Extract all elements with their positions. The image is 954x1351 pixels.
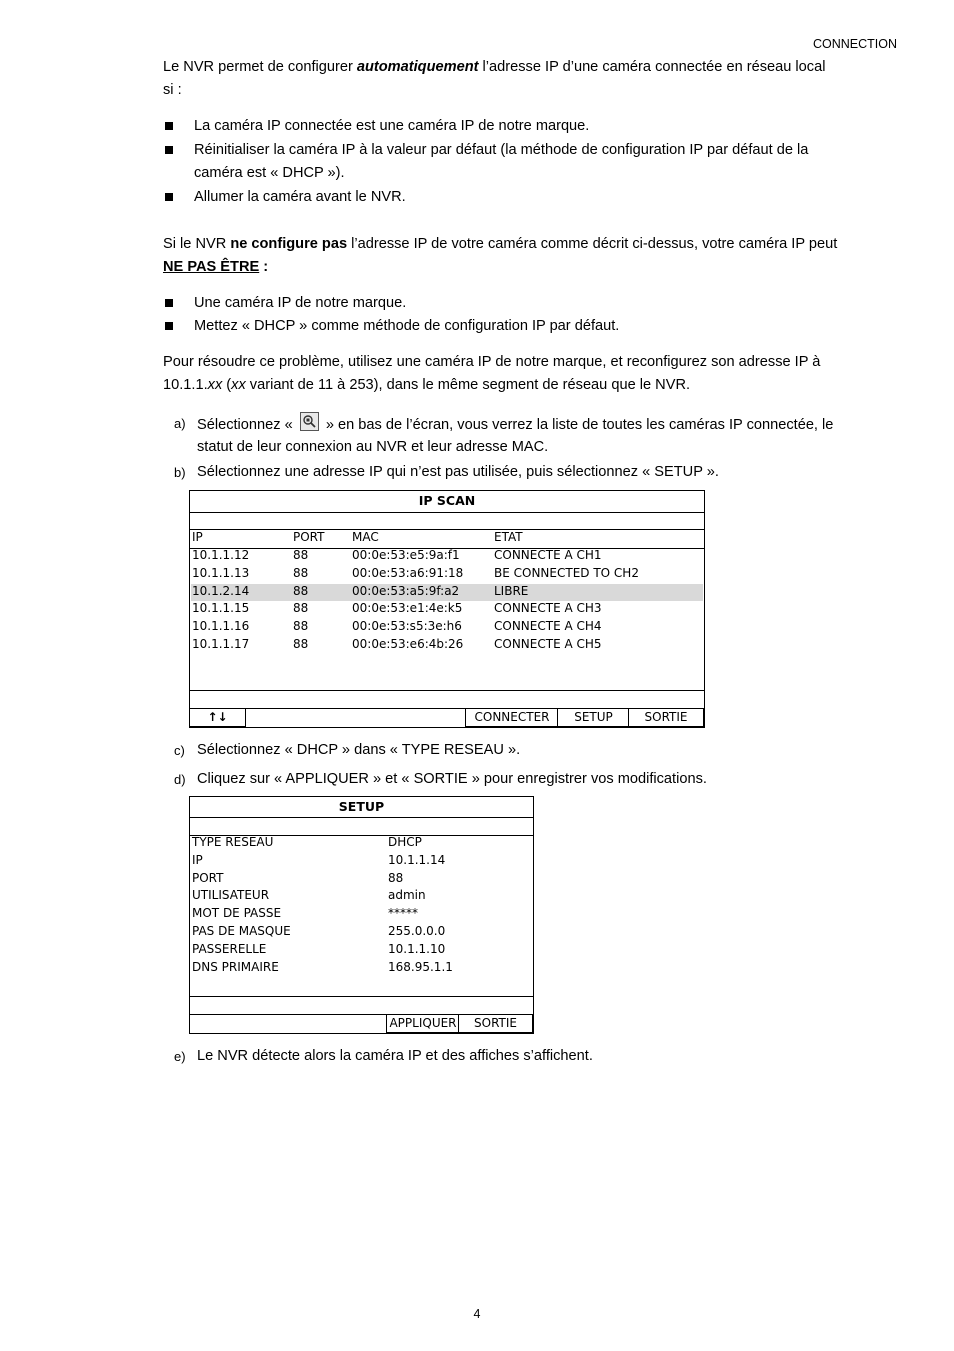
setup-field-label: UTILISATEUR [192, 888, 270, 903]
step-label: e) [174, 1049, 186, 1064]
cell-ip: 10.1.1.13 [192, 565, 250, 580]
step-label: b) [174, 465, 186, 480]
up-down-arrows-icon: ↑↓ [207, 710, 228, 724]
cell-etat: BE CONNECTED TO CH2 [494, 565, 639, 580]
setup-field-value[interactable]: 10.1.1.14 [388, 852, 446, 867]
apply-button[interactable]: APPLIQUER [386, 1014, 460, 1033]
step-a-text: Sélectionnez « [197, 417, 297, 433]
cell-port: 88 [293, 548, 309, 562]
step-label: c) [174, 743, 185, 758]
setup-field-row[interactable] [190, 853, 533, 871]
solution-ip-prefix: 10.1.1. [163, 377, 208, 393]
notice-text-end: l’adresse IP de votre caméra comme décrit ci-dessus, votre caméra IP peut [347, 236, 838, 252]
condition-text: Allumer la caméra avant le NVR. [194, 189, 406, 205]
cell-port: 88 [293, 601, 309, 616]
notice-paragraph [163, 233, 898, 279]
notice-underlined: NE PAS ÊTRE [163, 259, 260, 275]
step-a-line2: statut de leur connexion au NVR et leur adresse MAC. [197, 439, 549, 455]
condition-text: La caméra IP connectée est une caméra IP de notre marque. [194, 118, 590, 134]
setup-field-label: IP [192, 852, 203, 867]
cell-mac: 00:0e:53:a6:91:18 [352, 565, 464, 580]
condition-text: Réinitialiser la caméra IP à la valeur par défaut (la méthode de configuration IP par défaut de la [194, 142, 809, 158]
not-condition-text: Une caméra IP de notre marque. [194, 295, 407, 311]
table-row[interactable] [190, 566, 704, 584]
scroll-arrows-button[interactable] [189, 708, 246, 727]
setup-field-value[interactable]: 168.95.1.1 [388, 959, 453, 974]
cell-port: 88 [293, 565, 309, 580]
bullet-square-icon [165, 299, 173, 307]
not-condition-text: Mettez « DHCP » comme méthode de configuration IP par défaut. [194, 318, 620, 334]
cell-ip: 10.1.2.14 [192, 583, 250, 598]
setup-field-value[interactable]: 88 [388, 870, 404, 885]
ip-scan-panel [189, 490, 705, 728]
intro-text: Le NVR permet de configurer [163, 59, 357, 75]
step-e-text: Le NVR détecte alors la caméra IP et des affiches s’affichent. [197, 1048, 593, 1064]
solution-paren: ( [222, 377, 232, 393]
cell-port: 88 [293, 619, 309, 634]
cell-etat: CONNECTE A CH3 [494, 601, 602, 616]
table-row[interactable] [190, 548, 704, 566]
setup-title: SETUP [338, 799, 385, 814]
setup-field-row[interactable] [190, 888, 533, 906]
column-header-port: PORT [293, 530, 325, 544]
exit-button[interactable]: SORTIE [458, 1014, 533, 1033]
solution-line1: Pour résoudre ce problème, utilisez une caméra IP de notre marque, et reconfigurez son adresse IP à [163, 354, 821, 370]
intro-text-end: l’adresse IP d’une caméra connectée en réseau local [478, 59, 826, 75]
solution-var: xx [231, 377, 246, 393]
cell-mac: 00:0e:53:e6:4b:26 [352, 637, 464, 651]
setup-field-row[interactable] [190, 942, 533, 960]
table-row[interactable] [190, 601, 704, 619]
setup-field-value[interactable]: admin [388, 888, 426, 903]
column-header-ip: IP [192, 530, 203, 544]
setup-field-label: TYPE RESEAU [192, 835, 274, 849]
cell-etat: CONNECTE A CH1 [494, 548, 602, 562]
intro-emphasis: automatiquement [356, 59, 479, 75]
cell-port: 88 [293, 637, 309, 651]
setup-field-label: DNS PRIMAIRE [192, 959, 279, 974]
cell-mac: 00:0e:53:a5:9f:a2 [352, 583, 460, 598]
notice-bold: ne configure pas [230, 236, 348, 252]
setup-field-row[interactable] [190, 906, 533, 924]
step-d-text: Cliquez sur « APPLIQUER » et « SORTIE » pour enregistrer vos modifications. [197, 771, 707, 787]
step-label: d) [174, 772, 186, 787]
setup-field-label: PAS DE MASQUE [192, 924, 291, 938]
cell-ip: 10.1.1.17 [192, 637, 250, 651]
condition-text-cont: caméra est « DHCP »). [194, 165, 345, 181]
page-number: 4 [473, 1307, 481, 1321]
cell-etat: CONNECTE A CH4 [494, 619, 602, 634]
setup-field-row[interactable] [190, 960, 533, 978]
cell-port: 88 [293, 583, 309, 598]
setup-field-value[interactable]: DHCP [388, 835, 422, 849]
step-label: a) [174, 416, 186, 431]
solution-line2-end: variant de 11 à 253), dans le même segment de réseau que le NVR. [245, 377, 691, 393]
section-header: CONNECTION [812, 37, 897, 51]
notice-colon: : [259, 259, 269, 275]
setup-field-row[interactable] [190, 871, 533, 889]
solution-ip-var: xx [207, 377, 223, 393]
connect-button[interactable]: CONNECTER [465, 708, 559, 727]
cell-ip: 10.1.1.16 [192, 619, 250, 634]
table-row[interactable] [190, 637, 704, 655]
notice-text: Si le NVR [163, 236, 231, 252]
step-a-text-end: » en bas de l’écran, vous verrez la liste de toutes les caméras IP connectée, le [321, 417, 834, 433]
setup-field-value[interactable]: ***** [388, 906, 418, 921]
setup-field-label: PORT [192, 870, 224, 885]
intro-paragraph [163, 56, 898, 102]
setup-field-value[interactable]: 10.1.1.10 [388, 941, 446, 956]
setup-panel [189, 796, 534, 1034]
setup-field-label: PASSERELLE [192, 941, 267, 956]
cell-etat: CONNECTE A CH5 [494, 637, 602, 651]
bullet-square-icon [165, 146, 173, 154]
column-header-mac: MAC [352, 530, 379, 544]
bullet-square-icon [165, 193, 173, 201]
cell-etat: LIBRE [494, 583, 529, 598]
solution-paragraph [163, 351, 898, 397]
bullet-square-icon [165, 322, 173, 330]
step-c-text: Sélectionnez « DHCP » dans « TYPE RESEAU ». [197, 742, 521, 758]
setup-field-value[interactable]: 255.0.0.0 [388, 924, 446, 938]
cell-mac: 00:0e:53:e1:4e:k5 [352, 601, 463, 616]
setup-button[interactable]: SETUP [557, 708, 630, 727]
setup-field-row[interactable] [190, 924, 533, 942]
table-row[interactable] [190, 619, 704, 637]
ip-scan-title: IP SCAN [418, 493, 476, 508]
intro-line2: si : [163, 82, 182, 98]
cell-mac: 00:0e:53:s5:3e:h6 [352, 619, 462, 634]
column-header-etat: ETAT [494, 530, 523, 544]
setup-field-row[interactable] [190, 835, 533, 853]
ip-search-icon[interactable] [300, 412, 319, 431]
cell-ip: 10.1.1.15 [192, 601, 250, 616]
setup-field-label: MOT DE PASSE [192, 906, 282, 921]
cell-mac: 00:0e:53:e5:9a:f1 [352, 548, 460, 562]
exit-button[interactable]: SORTIE [628, 708, 704, 727]
bullet-square-icon [165, 122, 173, 130]
step-b-text: Sélectionnez une adresse IP qui n’est pas utilisée, puis sélectionnez « SETUP ». [197, 464, 719, 480]
table-row[interactable] [190, 584, 704, 602]
cell-ip: 10.1.1.12 [192, 548, 250, 562]
